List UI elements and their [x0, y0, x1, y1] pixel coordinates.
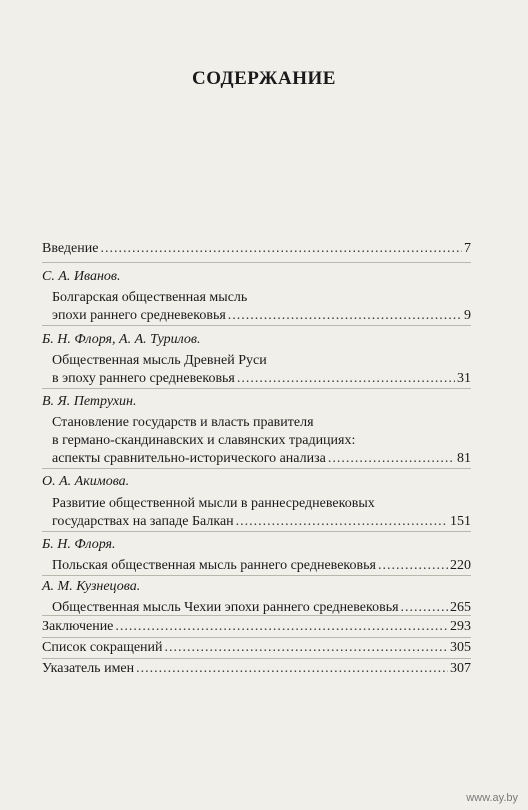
divider: [42, 637, 471, 638]
toc-entry-author: Б. Н. Флоря.: [42, 537, 116, 552]
toc-entry-line: эпохи раннего средневековья: [52, 308, 226, 323]
toc-closing-page: 293: [450, 619, 471, 634]
leader-dots: [328, 450, 455, 468]
toc-entry-line: Общественная мысль Чехии эпохи раннего средневековья: [52, 600, 399, 615]
toc-entry: [42, 536, 471, 575]
toc-closing-page: 305: [450, 640, 471, 655]
toc-entry: [42, 393, 471, 468]
toc-intro-label: Введение: [42, 241, 99, 256]
toc-entry-page: 151: [450, 514, 471, 529]
toc-closing-label: Список сокращений: [42, 640, 163, 655]
toc-entry-line: Развитие общественной мысли в раннесредневековых: [52, 496, 375, 511]
toc-entry-line: в германо-скандинавских и славянских традициях:: [52, 433, 356, 448]
toc-entry: [42, 473, 471, 531]
toc-entry-author: Б. Н. Флоря, А. А. Турилов.: [42, 332, 201, 347]
toc-entry-line: Общественная мысль Древней Руси: [52, 353, 267, 368]
toc-entry-line: Болгарская общественная мысль: [52, 290, 248, 305]
leader-dots: [237, 370, 455, 388]
toc-closing: [42, 618, 471, 678]
toc-entry-page: 81: [457, 451, 471, 466]
toc-entry-page: 265: [450, 600, 471, 615]
toc-entry-page: 9: [464, 308, 471, 323]
divider: [42, 575, 471, 576]
leader-dots: [136, 660, 448, 678]
toc-entry-line: Становление государств и власть правителя: [52, 415, 314, 430]
leader-dots: [378, 557, 448, 575]
toc-entry-line: в эпоху раннего средневековья: [52, 371, 235, 386]
toc-entry-author: В. Я. Петрухин.: [42, 394, 137, 409]
toc-entry: [42, 578, 471, 617]
page-title: СОДЕРЖАНИЕ: [192, 68, 336, 89]
divider: [42, 468, 471, 469]
toc-entry-page: 31: [457, 371, 471, 386]
divider: [42, 388, 471, 389]
toc-closing-label: Указатель имен: [42, 661, 135, 676]
toc-entry-author: С. А. Иванов.: [42, 269, 121, 284]
divider: [42, 531, 471, 532]
toc-intro: [42, 240, 471, 258]
toc-entry-author: А. М. Кузнецова.: [42, 579, 141, 594]
leader-dots: [236, 513, 448, 531]
divider: [42, 262, 471, 263]
divider: [42, 615, 471, 616]
watermark: www.ay.by: [466, 792, 518, 804]
toc-entry-author: О. А. Акимова.: [42, 474, 130, 489]
leader-dots: [115, 618, 448, 636]
toc-entry-line: Польская общественная мысль раннего средневековья: [52, 558, 376, 573]
divider: [42, 658, 471, 659]
divider: [42, 325, 471, 326]
toc-closing-page: 307: [450, 661, 471, 676]
toc-entry-page: 220: [450, 558, 471, 573]
toc-entry: [42, 268, 471, 325]
toc-entry: [42, 331, 471, 388]
toc-intro-page: 7: [464, 241, 471, 256]
leader-dots: [228, 307, 462, 325]
leader-dots: [100, 240, 462, 258]
toc-entry-line: аспекты сравнительно-исторического анализа: [52, 451, 326, 466]
toc-closing-label: Заключение: [42, 619, 114, 634]
leader-dots: [165, 639, 448, 657]
toc-entry-line: государствах на западе Балкан: [52, 514, 234, 529]
